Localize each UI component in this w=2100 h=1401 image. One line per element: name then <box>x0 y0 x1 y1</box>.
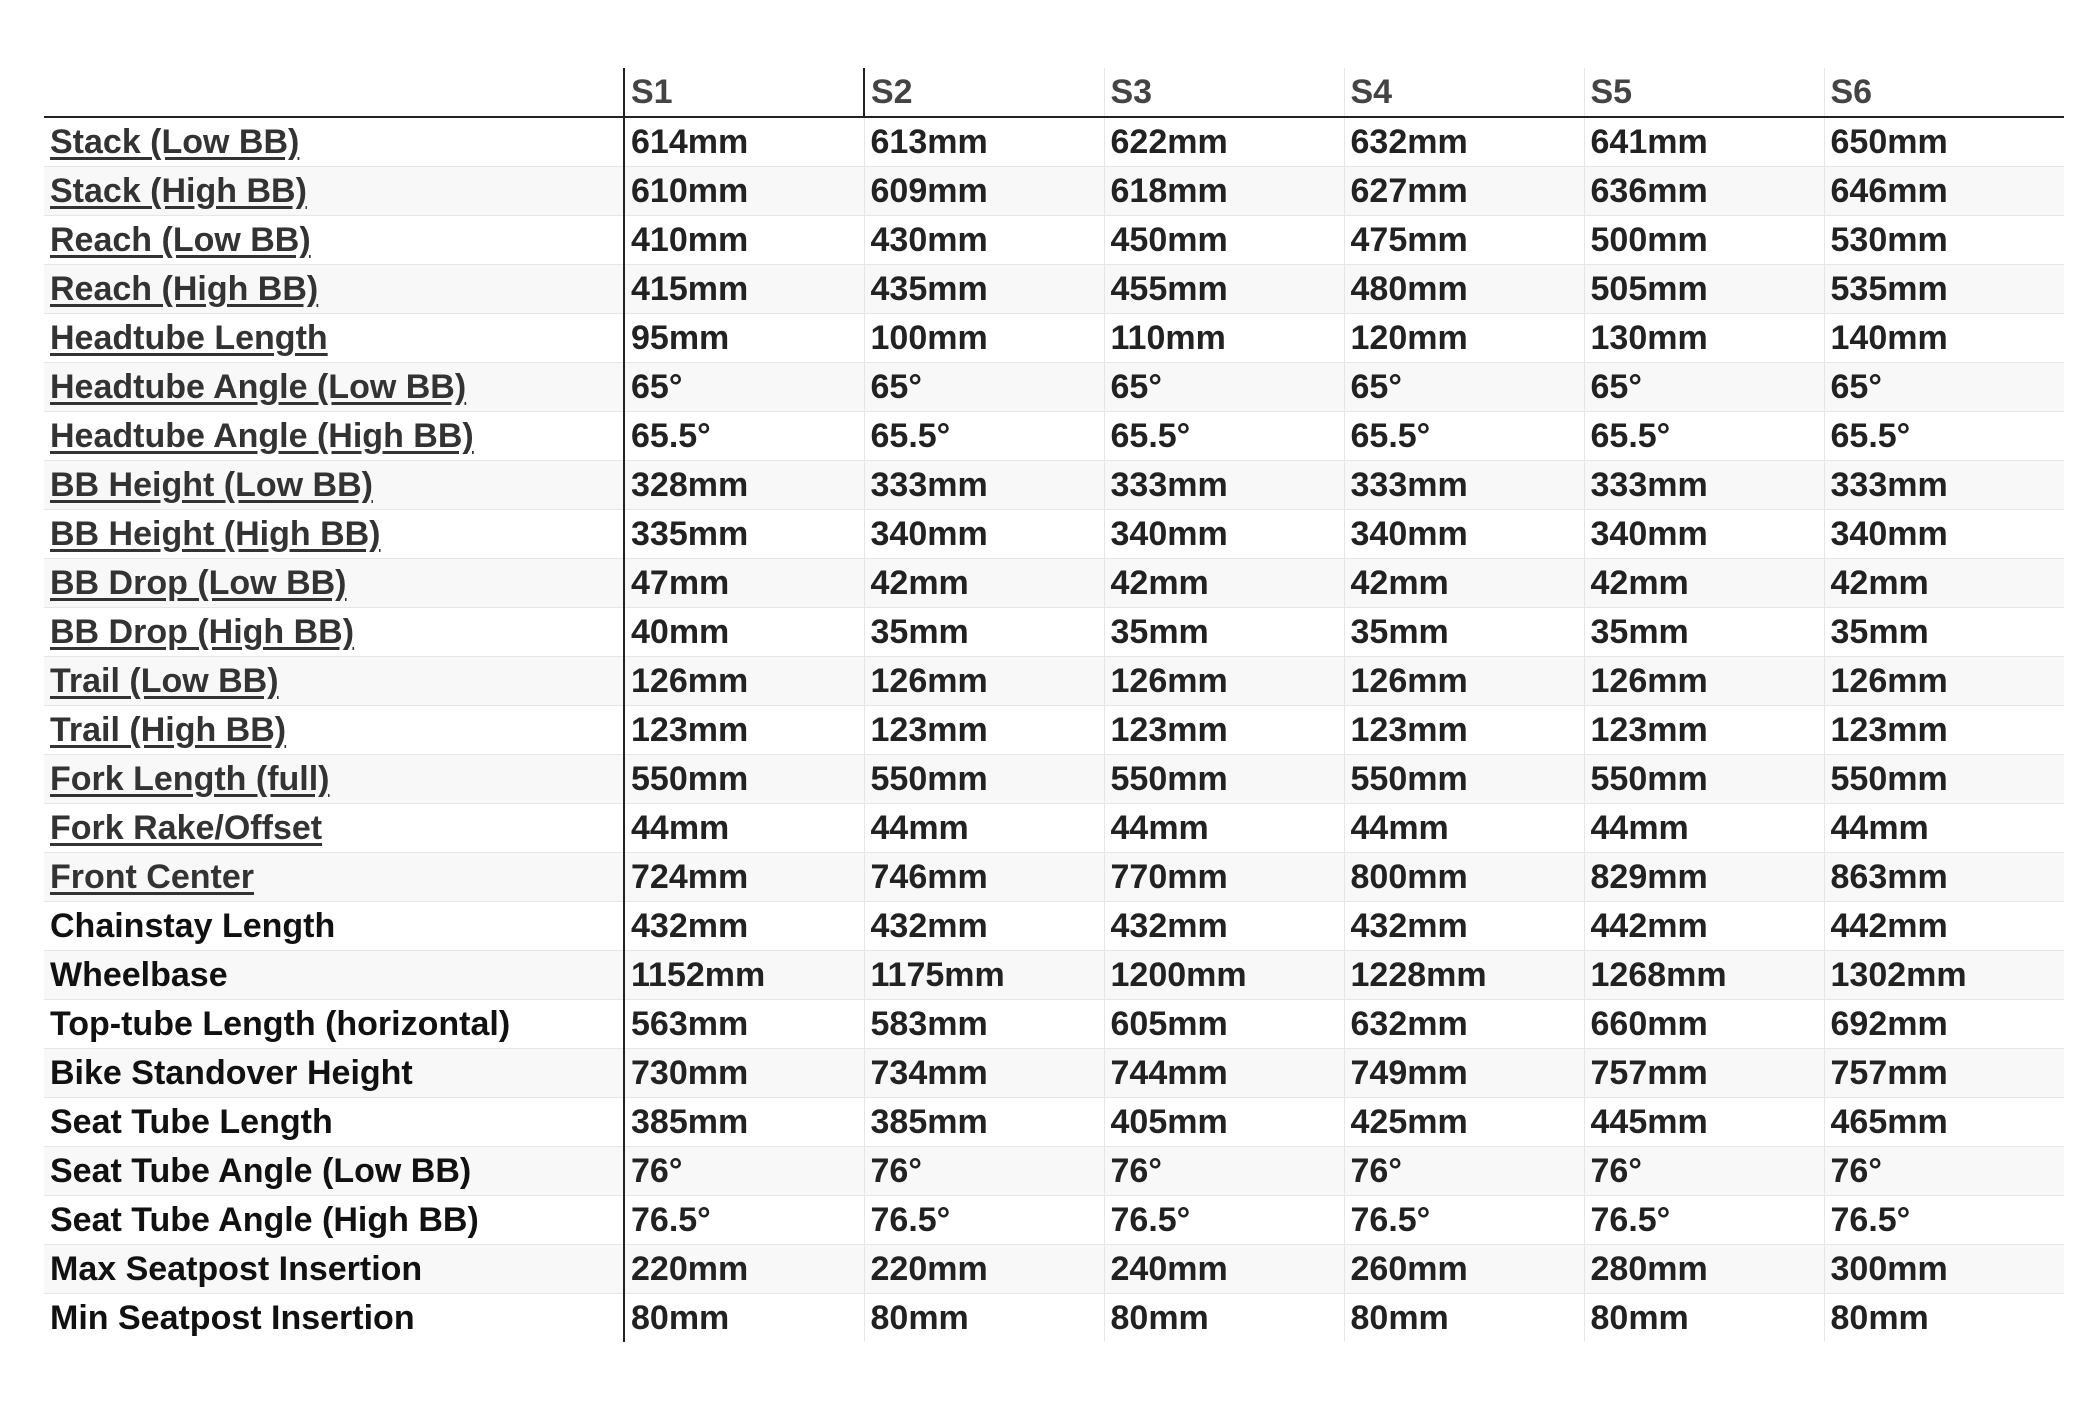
value-cell-s3: 550mm <box>1104 755 1344 804</box>
table-row <box>44 1147 2064 1196</box>
value-cell-s2: 734mm <box>864 1049 1104 1098</box>
value-cell-s5: 660mm <box>1584 1000 1824 1049</box>
value-cell-s6: 692mm <box>1824 1000 2064 1049</box>
value-cell-s6: 333mm <box>1824 461 2064 510</box>
value-cell-s2: 609mm <box>864 167 1104 216</box>
value-cell-s6: 42mm <box>1824 559 2064 608</box>
value-cell-s6: 650mm <box>1824 117 2064 167</box>
value-cell-s3: 76° <box>1104 1147 1344 1196</box>
row-label-link[interactable]: Fork Length (full) <box>50 760 330 798</box>
value-cell-s4: 475mm <box>1344 216 1584 265</box>
row-label-cell[interactable] <box>44 265 624 314</box>
value-cell-s1: 328mm <box>624 461 864 510</box>
value-cell-s1: 415mm <box>624 265 864 314</box>
table-row <box>44 853 2064 902</box>
value-cell-s1: 80mm <box>624 1294 864 1343</box>
value-cell-s4: 425mm <box>1344 1098 1584 1147</box>
table-row <box>44 706 2064 755</box>
value-cell-s2: 35mm <box>864 608 1104 657</box>
value-cell-s4: 260mm <box>1344 1245 1584 1294</box>
row-label-cell: Seat Tube Angle (Low BB) <box>44 1147 624 1196</box>
row-label-cell: Bike Standover Height <box>44 1049 624 1098</box>
value-cell-s5: 44mm <box>1584 804 1824 853</box>
value-cell-s1: 385mm <box>624 1098 864 1147</box>
value-cell-s2: 123mm <box>864 706 1104 755</box>
row-label-link[interactable]: BB Drop (High BB) <box>50 613 355 651</box>
value-cell-s2: 430mm <box>864 216 1104 265</box>
value-cell-s3: 44mm <box>1104 804 1344 853</box>
table-row <box>44 363 2064 412</box>
value-cell-s4: 80mm <box>1344 1294 1584 1343</box>
value-cell-s4: 800mm <box>1344 853 1584 902</box>
table-row <box>44 314 2064 363</box>
value-cell-s2: 44mm <box>864 804 1104 853</box>
table-row <box>44 1049 2064 1098</box>
table-row <box>44 1098 2064 1147</box>
row-label-cell[interactable] <box>44 608 624 657</box>
value-cell-s2: 432mm <box>864 902 1104 951</box>
value-cell-s3: 65.5° <box>1104 412 1344 461</box>
row-label-cell[interactable] <box>44 657 624 706</box>
value-cell-s6: 140mm <box>1824 314 2064 363</box>
row-label-link[interactable]: Headtube Angle (High BB) <box>50 417 474 455</box>
row-label-cell: Top-tube Length (horizontal) <box>44 1000 624 1049</box>
row-label-cell: Wheelbase <box>44 951 624 1000</box>
table-row <box>44 167 2064 216</box>
value-cell-s3: 770mm <box>1104 853 1344 902</box>
value-cell-s3: 333mm <box>1104 461 1344 510</box>
header-cell-label <box>44 68 624 117</box>
value-cell-s1: 123mm <box>624 706 864 755</box>
row-label-cell[interactable] <box>44 167 624 216</box>
header-cell-s6: S6 <box>1824 68 2064 117</box>
row-label-link[interactable]: Headtube Length <box>50 319 328 357</box>
value-cell-s2: 100mm <box>864 314 1104 363</box>
value-cell-s5: 757mm <box>1584 1049 1824 1098</box>
row-label-link[interactable]: BB Drop (Low BB) <box>50 564 347 602</box>
row-label-link[interactable]: BB Height (High BB) <box>50 515 381 553</box>
value-cell-s6: 123mm <box>1824 706 2064 755</box>
value-cell-s1: 550mm <box>624 755 864 804</box>
value-cell-s6: 757mm <box>1824 1049 2064 1098</box>
table-body <box>44 117 2064 1342</box>
value-cell-s4: 749mm <box>1344 1049 1584 1098</box>
table-row <box>44 1000 2064 1049</box>
value-cell-s5: 123mm <box>1584 706 1824 755</box>
value-cell-s3: 455mm <box>1104 265 1344 314</box>
value-cell-s5: 1268mm <box>1584 951 1824 1000</box>
value-cell-s2: 42mm <box>864 559 1104 608</box>
table-row <box>44 117 2064 167</box>
value-cell-s6: 550mm <box>1824 755 2064 804</box>
value-cell-s1: 65° <box>624 363 864 412</box>
row-label-link[interactable]: Reach (High BB) <box>50 270 319 308</box>
value-cell-s6: 126mm <box>1824 657 2064 706</box>
table-row <box>44 902 2064 951</box>
value-cell-s1: 40mm <box>624 608 864 657</box>
row-label-cell[interactable] <box>44 412 624 461</box>
value-cell-s1: 47mm <box>624 559 864 608</box>
value-cell-s5: 829mm <box>1584 853 1824 902</box>
value-cell-s3: 1200mm <box>1104 951 1344 1000</box>
row-label-cell: Seat Tube Length <box>44 1098 624 1147</box>
value-cell-s1: 65.5° <box>624 412 864 461</box>
value-cell-s3: 80mm <box>1104 1294 1344 1343</box>
row-label-cell[interactable] <box>44 853 624 902</box>
table-row <box>44 1196 2064 1245</box>
header-row <box>44 68 2064 117</box>
value-cell-s5: 42mm <box>1584 559 1824 608</box>
value-cell-s1: 220mm <box>624 1245 864 1294</box>
value-cell-s1: 76.5° <box>624 1196 864 1245</box>
value-cell-s6: 35mm <box>1824 608 2064 657</box>
table-row <box>44 265 2064 314</box>
value-cell-s1: 610mm <box>624 167 864 216</box>
header-cell-s4: S4 <box>1344 68 1584 117</box>
value-cell-s6: 530mm <box>1824 216 2064 265</box>
value-cell-s1: 730mm <box>624 1049 864 1098</box>
value-cell-s3: 35mm <box>1104 608 1344 657</box>
value-cell-s4: 65° <box>1344 363 1584 412</box>
value-cell-s3: 405mm <box>1104 1098 1344 1147</box>
row-label-link[interactable]: Fork Rake/Offset <box>50 809 323 847</box>
value-cell-s6: 300mm <box>1824 1245 2064 1294</box>
value-cell-s2: 65° <box>864 363 1104 412</box>
row-label-cell[interactable] <box>44 314 624 363</box>
value-cell-s3: 744mm <box>1104 1049 1344 1098</box>
value-cell-s1: 44mm <box>624 804 864 853</box>
value-cell-s3: 76.5° <box>1104 1196 1344 1245</box>
value-cell-s2: 65.5° <box>864 412 1104 461</box>
value-cell-s1: 1152mm <box>624 951 864 1000</box>
value-cell-s4: 340mm <box>1344 510 1584 559</box>
value-cell-s2: 76.5° <box>864 1196 1104 1245</box>
row-label-link[interactable]: BB Height (Low BB) <box>50 466 373 504</box>
value-cell-s2: 1175mm <box>864 951 1104 1000</box>
header-cell-s2: S2 <box>864 68 1104 117</box>
value-cell-s6: 442mm <box>1824 902 2064 951</box>
header-cell-s5: S5 <box>1584 68 1824 117</box>
value-cell-s4: 76.5° <box>1344 1196 1584 1245</box>
value-cell-s1: 410mm <box>624 216 864 265</box>
value-cell-s2: 435mm <box>864 265 1104 314</box>
value-cell-s4: 123mm <box>1344 706 1584 755</box>
value-cell-s3: 340mm <box>1104 510 1344 559</box>
row-label-cell[interactable] <box>44 804 624 853</box>
row-label-cell[interactable] <box>44 363 624 412</box>
value-cell-s6: 80mm <box>1824 1294 2064 1343</box>
row-label-link[interactable]: Stack (Low BB) <box>50 123 300 161</box>
value-cell-s5: 65° <box>1584 363 1824 412</box>
value-cell-s3: 240mm <box>1104 1245 1344 1294</box>
value-cell-s5: 280mm <box>1584 1245 1824 1294</box>
value-cell-s4: 35mm <box>1344 608 1584 657</box>
value-cell-s5: 76.5° <box>1584 1196 1824 1245</box>
row-label-link[interactable]: Trail (High BB) <box>50 711 287 749</box>
value-cell-s1: 563mm <box>624 1000 864 1049</box>
row-label-cell[interactable] <box>44 510 624 559</box>
value-cell-s5: 442mm <box>1584 902 1824 951</box>
value-cell-s6: 646mm <box>1824 167 2064 216</box>
value-cell-s2: 76° <box>864 1147 1104 1196</box>
value-cell-s2: 746mm <box>864 853 1104 902</box>
value-cell-s6: 340mm <box>1824 510 2064 559</box>
row-label-link[interactable]: Headtube Angle (Low BB) <box>50 368 467 406</box>
value-cell-s5: 35mm <box>1584 608 1824 657</box>
value-cell-s3: 65° <box>1104 363 1344 412</box>
value-cell-s4: 333mm <box>1344 461 1584 510</box>
value-cell-s6: 65.5° <box>1824 412 2064 461</box>
value-cell-s1: 432mm <box>624 902 864 951</box>
value-cell-s6: 535mm <box>1824 265 2064 314</box>
value-cell-s5: 333mm <box>1584 461 1824 510</box>
value-cell-s5: 505mm <box>1584 265 1824 314</box>
table-row <box>44 559 2064 608</box>
table-row <box>44 657 2064 706</box>
value-cell-s1: 724mm <box>624 853 864 902</box>
value-cell-s3: 605mm <box>1104 1000 1344 1049</box>
row-label-cell[interactable] <box>44 755 624 804</box>
value-cell-s3: 110mm <box>1104 314 1344 363</box>
table-row <box>44 755 2064 804</box>
row-label-cell[interactable] <box>44 117 624 167</box>
value-cell-s4: 1228mm <box>1344 951 1584 1000</box>
value-cell-s3: 432mm <box>1104 902 1344 951</box>
row-label-cell[interactable] <box>44 706 624 755</box>
value-cell-s1: 335mm <box>624 510 864 559</box>
value-cell-s2: 333mm <box>864 461 1104 510</box>
geometry-table <box>44 68 2064 1342</box>
value-cell-s4: 432mm <box>1344 902 1584 951</box>
value-cell-s4: 627mm <box>1344 167 1584 216</box>
value-cell-s5: 126mm <box>1584 657 1824 706</box>
header-cell-s1: S1 <box>624 68 864 117</box>
value-cell-s5: 636mm <box>1584 167 1824 216</box>
row-label-link[interactable]: Front Center <box>50 858 254 896</box>
value-cell-s3: 42mm <box>1104 559 1344 608</box>
value-cell-s5: 130mm <box>1584 314 1824 363</box>
row-label-cell: Chainstay Length <box>44 902 624 951</box>
value-cell-s4: 76° <box>1344 1147 1584 1196</box>
value-cell-s4: 550mm <box>1344 755 1584 804</box>
value-cell-s4: 632mm <box>1344 1000 1584 1049</box>
value-cell-s2: 613mm <box>864 117 1104 167</box>
value-cell-s2: 583mm <box>864 1000 1104 1049</box>
value-cell-s6: 1302mm <box>1824 951 2064 1000</box>
row-label-cell: Seat Tube Angle (High BB) <box>44 1196 624 1245</box>
table-row <box>44 951 2064 1000</box>
value-cell-s1: 126mm <box>624 657 864 706</box>
table-row <box>44 608 2064 657</box>
value-cell-s2: 80mm <box>864 1294 1104 1343</box>
value-cell-s2: 126mm <box>864 657 1104 706</box>
value-cell-s1: 95mm <box>624 314 864 363</box>
value-cell-s4: 632mm <box>1344 117 1584 167</box>
value-cell-s5: 550mm <box>1584 755 1824 804</box>
table-row <box>44 1245 2064 1294</box>
row-label-cell: Max Seatpost Insertion <box>44 1245 624 1294</box>
value-cell-s3: 126mm <box>1104 657 1344 706</box>
value-cell-s4: 126mm <box>1344 657 1584 706</box>
value-cell-s5: 500mm <box>1584 216 1824 265</box>
value-cell-s4: 42mm <box>1344 559 1584 608</box>
table-row <box>44 804 2064 853</box>
value-cell-s6: 44mm <box>1824 804 2064 853</box>
value-cell-s3: 123mm <box>1104 706 1344 755</box>
row-label-link[interactable]: Trail (Low BB) <box>50 662 279 700</box>
value-cell-s2: 340mm <box>864 510 1104 559</box>
table-row <box>44 216 2064 265</box>
table-row <box>44 412 2064 461</box>
value-cell-s6: 465mm <box>1824 1098 2064 1147</box>
value-cell-s3: 450mm <box>1104 216 1344 265</box>
value-cell-s5: 641mm <box>1584 117 1824 167</box>
value-cell-s5: 445mm <box>1584 1098 1824 1147</box>
value-cell-s4: 480mm <box>1344 265 1584 314</box>
value-cell-s6: 76° <box>1824 1147 2064 1196</box>
value-cell-s3: 618mm <box>1104 167 1344 216</box>
row-label-cell[interactable] <box>44 461 624 510</box>
value-cell-s6: 76.5° <box>1824 1196 2064 1245</box>
value-cell-s2: 550mm <box>864 755 1104 804</box>
value-cell-s5: 340mm <box>1584 510 1824 559</box>
value-cell-s5: 65.5° <box>1584 412 1824 461</box>
row-label-cell[interactable] <box>44 216 624 265</box>
value-cell-s4: 65.5° <box>1344 412 1584 461</box>
row-label-link[interactable]: Reach (Low BB) <box>50 221 311 259</box>
header-cell-s3: S3 <box>1104 68 1344 117</box>
value-cell-s5: 80mm <box>1584 1294 1824 1343</box>
value-cell-s2: 385mm <box>864 1098 1104 1147</box>
table-row <box>44 1294 2064 1343</box>
value-cell-s1: 614mm <box>624 117 864 167</box>
row-label-cell: Min Seatpost Insertion <box>50 1299 415 1337</box>
table-row <box>44 461 2064 510</box>
value-cell-s2: 220mm <box>864 1245 1104 1294</box>
value-cell-s4: 120mm <box>1344 314 1584 363</box>
value-cell-s4: 44mm <box>1344 804 1584 853</box>
value-cell-s5: 76° <box>1584 1147 1824 1196</box>
value-cell-s6: 863mm <box>1824 853 2064 902</box>
table-row <box>44 510 2064 559</box>
value-cell-s1: 76° <box>624 1147 864 1196</box>
row-label-cell[interactable] <box>44 559 624 608</box>
value-cell-s6: 65° <box>1824 363 2064 412</box>
value-cell-s3: 622mm <box>1104 117 1344 167</box>
row-label-link[interactable]: Stack (High BB) <box>50 172 307 210</box>
